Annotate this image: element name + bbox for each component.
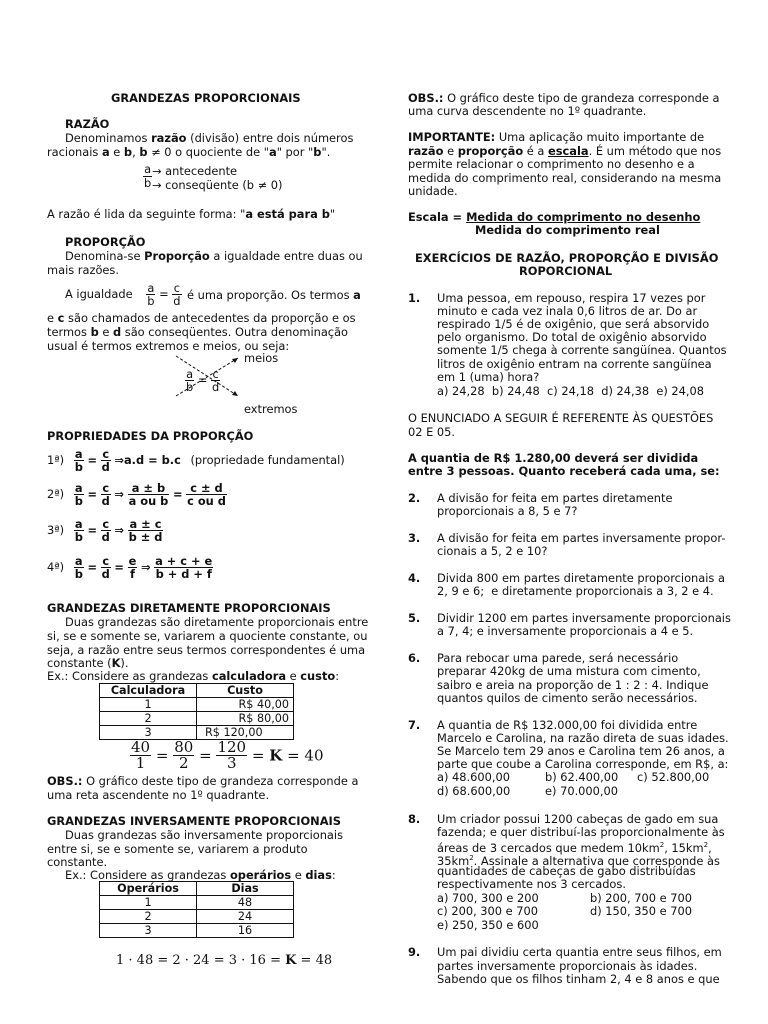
razao-reading: A razão é lida da seguinte forma: "a está para b" <box>47 207 336 221</box>
table-header-row <box>100 684 294 698</box>
question-text: proporcionais a 8, 5 e 7? <box>437 504 578 518</box>
question-text: a 7, 4; e inversamente proporcionais a 4 e 5. <box>437 624 694 638</box>
diretas-heading: GRANDEZAS DIRETAMENTE PROPORCIONAIS <box>47 601 331 615</box>
extremos-label: extremos <box>244 402 298 416</box>
question-text: Uma pessoa, em repouso, respira 17 vezes por <box>437 291 706 305</box>
table-cell: R$ 40,00 <box>197 698 294 712</box>
question-text: respirado 1/5 é de oxigênio, que será absorvido <box>437 317 710 331</box>
proporcao-line1: Denomina-se Proporção a igualdade entre duas ou <box>65 249 363 263</box>
question-text: partes inversamente proporcionais às idades. <box>437 959 698 973</box>
question-text: cionais a 5, 2 e 10? <box>437 544 548 558</box>
property-2: 2ª) $\frac{a}{b}$ = $\frac{c}{d}$ ⇒ $\frac{a \pm b}{\text{a ou b}}$ = $\frac{c \pm d}{\text{c ou d}}$ <box>47 481 226 508</box>
quantia-line2: entre 3 pessoas. Quanto receberá cada uma, se: <box>408 464 720 478</box>
diretas-obs-line1: OBS.: O gráfico deste tipo de grandeza corresponde a <box>47 774 359 788</box>
option-d: d) 68.600,00 <box>437 784 511 798</box>
question-text: Para rebocar uma parede, será necessário <box>437 651 679 665</box>
proporcao-line4: e c são chamados de antecedentes da proporção e os <box>47 311 356 325</box>
inversas-obs-line2: uma curva descendente no 1º quadrante. <box>408 104 647 118</box>
question-text: pelo organismo. Do total de oxigênio absorvido <box>437 330 707 344</box>
diretas-line4: constante (K). <box>47 656 129 670</box>
question-text: litros de oxigênio entram na corrente sangüínea <box>437 357 712 371</box>
question-text: áreas de 3 cercados que medem $10km^2$, $15km^2$, <box>437 840 712 855</box>
propriedades-heading: PROPRIEDADES DA PROPORÇÃO <box>47 429 254 443</box>
question-text: Se Marcelo tem 29 anos e Carolina tem 26 anos, a <box>437 744 725 758</box>
question-number: 8. <box>408 812 421 826</box>
property-3: 3ª) $\frac{a}{b}$ = $\frac{c}{d}$ ⇒ $\frac{a \pm c}{b \pm d}$ <box>47 517 163 544</box>
fraction-denominator: b <box>144 176 152 190</box>
proporcao-igualdade-line: A igualdade $\frac{a}{b}$ = $\frac{c}{d}$ <box>65 281 181 308</box>
inversas-equation: 1 · 48 = 2 · 24 = 3 · 16 = K = 48 <box>116 953 333 968</box>
question-text: $35km^2$. Assinale a alternativa que corresponde às <box>437 853 720 868</box>
question-text: Um criador possui 1200 cabeças de gado em sua <box>437 812 719 826</box>
enunciado-line2: 02 E 05. <box>408 425 456 439</box>
table-row <box>100 924 294 938</box>
question-text: Um pai dividiu certa quantia entre seus filhos, em <box>437 945 722 959</box>
diretas-line1: Duas grandezas são diretamente proporcionais entre <box>65 615 369 629</box>
question-text: 2, 9 e 6; e diretamente proporcionais a 3, 2 e 4. <box>437 584 714 598</box>
table-cell: 1 <box>100 896 197 910</box>
question-text: preparar 420kg de uma mistura com cimento, <box>437 664 701 678</box>
table-row <box>100 698 294 712</box>
question-number: 2. <box>408 491 421 505</box>
table-header: Dias <box>197 882 294 896</box>
property-4: 4ª) $\frac{a}{b}$ = $\frac{c}{d}$ = $\frac{e}{f}$ ⇒ $\frac{a + c + e}{b + d + f}$ <box>47 554 213 581</box>
question-text: Sabendo que os filhos tinham 2, 4 e 8 anos e que <box>437 972 720 986</box>
question-number: 6. <box>408 651 421 665</box>
proporcao-line6: usual é termos extremos e meios, ou seja: <box>47 339 290 353</box>
option-c: c) 200, 300 e 700 <box>437 904 539 918</box>
razao-fraction-diagram <box>143 163 152 190</box>
question-text: fazenda; e quer distribuí-las proporcionalmente às <box>437 825 725 839</box>
question-options: a) 24,28 b) 24,48 c) 24,18 d) 24,38 e) 24,08 <box>437 384 705 398</box>
property-1: 1ª) $\frac{a}{b}$ = $\frac{c}{d}$ ⇒a.d = b.c (propriedade fundamental) <box>47 447 345 474</box>
exercicios-heading-line1: EXERCÍCIOS DE RAZÃO, PROPORÇÃO E DIVISÃO <box>415 251 719 265</box>
question-number: 1. <box>408 291 421 305</box>
question-number: 9. <box>408 945 421 959</box>
diretas-equation: $\frac{40}{1}$ = $\frac{80}{2}$ = $\frac{120}{3}$ = K = 40 <box>131 738 324 772</box>
page-title: GRANDEZAS PROPORCIONAIS <box>111 91 301 105</box>
quantia-line1: A quantia de R$ 1.280,00 deverá ser dividida <box>408 451 699 465</box>
option-c: c) 52.800,00 <box>637 770 710 784</box>
option-e: e) 70.000,00 <box>545 784 619 798</box>
diretas-line3: seja, a razão entre seus termos correspondentes é uma <box>47 643 366 657</box>
escala-formula: Escala = Medida do comprimento no desenho <box>408 210 701 224</box>
option-e: e) 250, 350 e 600 <box>437 918 539 932</box>
exercicios-heading-line2: ROPORCIONAL <box>519 264 613 278</box>
inversas-line2: entre si, se e somente se, variarem a produto <box>47 842 308 856</box>
diretas-line2: si, se e somente se, variarem a quociente constante, ou <box>47 629 368 643</box>
proporcao-line2: mais razões. <box>47 263 119 277</box>
question-text: em 1 (uma) hora? <box>437 370 540 384</box>
table-cell: 3 <box>100 726 197 740</box>
inversas-heading: GRANDEZAS INVERSAMENTE PROPORCIONAIS <box>47 814 341 828</box>
table-header: Operários <box>100 882 197 896</box>
question-text: A divisão for feita em partes diretamente <box>437 491 673 505</box>
proporcao-line5: termos b e d são conseqüentes. Outra denominação <box>47 325 349 339</box>
question-text: saibro e areia na proporção de 1 : 2 : 4. Indique <box>437 678 709 692</box>
razao-heading: RAZÃO <box>65 117 110 131</box>
table-cell: 24 <box>197 910 294 924</box>
option-b: b) 62.400,00 <box>545 770 619 784</box>
table-header: Custo <box>197 684 294 698</box>
table-cell: 16 <box>197 924 294 938</box>
option-a: a) 48.600,00 <box>437 770 511 784</box>
option-b: b) 200, 700 e 700 <box>590 891 693 905</box>
inversas-example: Ex.: Considere as grandezas operários e dias: <box>65 868 336 882</box>
table-cell: R$ 80,00 <box>197 712 294 726</box>
inversas-obs-line1: OBS.: O gráfico deste tipo de grandeza corresponde a <box>408 91 720 105</box>
question-text: quantidades de cabeças de gabo distribuídas <box>437 864 696 878</box>
importante-line1: IMPORTANTE: Uma aplicação muito importante de <box>408 130 705 144</box>
option-a: a) 700, 300 e 200 <box>437 891 539 905</box>
question-text: respectivamente nos 3 cercados. <box>437 877 626 891</box>
table-header: Calculadora <box>100 684 197 698</box>
table-header-row <box>100 882 294 896</box>
table-cell: 48 <box>197 896 294 910</box>
razao-paragraph-line2: racionais a e b, b ≠ 0 o quociente de "a" por "b". <box>47 145 331 159</box>
question-text: Divida 800 em partes diretamente proporcionais a <box>437 571 725 585</box>
question-text: Dividir 1200 em partes inversamente proporcionais <box>437 611 731 625</box>
escala-denominator: Medida do comprimento real <box>475 223 660 237</box>
question-text: somente 1/5 chega à corrente sangüínea. Quantos <box>437 343 727 357</box>
operarios-table <box>99 881 294 938</box>
question-text: Marcelo e Carolina, na razão direta de suas idades. <box>437 731 729 745</box>
importante-line3: permite relacionar o comprimento no desenho e a <box>408 157 695 171</box>
table-row <box>100 726 294 740</box>
consequente-label: → conseqüente (b ≠ 0) <box>152 178 283 192</box>
table-row <box>100 896 294 910</box>
fraction-numerator: a <box>144 162 152 176</box>
question-number: 7. <box>408 718 421 732</box>
diretas-example: Ex.: Considere as grandezas calculadora e custo: <box>47 669 340 683</box>
question-text: parte que coube a Carolina corresponde, em R$, a: <box>437 757 729 771</box>
proporcao-line3: é uma proporção. Os termos a <box>187 288 361 302</box>
importante-line5: unidade. <box>408 184 458 198</box>
question-text: A divisão for feita em partes inversamente propor- <box>437 531 726 545</box>
razao-paragraph-line1: Denominamos razão (divisão) entre dois números <box>65 131 354 145</box>
enunciado-line1: O ENUNCIADO A SEGUIR É REFERENTE ÀS QUESTÕES <box>408 411 714 425</box>
question-number: 3. <box>408 531 421 545</box>
importante-line4: medida do comprimento real, considerando na mesma <box>408 171 722 185</box>
table-cell: R$ 120,00 <box>197 726 294 740</box>
calculadora-table <box>99 683 294 740</box>
inversas-line1: Duas grandezas são inversamente proporcionais <box>65 828 344 842</box>
table-row <box>100 712 294 726</box>
antecedente-label: → antecedente <box>152 164 238 178</box>
importante-line2: razão e proporção é a escala. É um método que nos <box>408 144 722 158</box>
option-d: d) 150, 350 e 700 <box>590 904 693 918</box>
meios-extremos-proportion: $\frac{a}{b}$ = $\frac{c}{d}$ <box>186 367 220 394</box>
table-cell: 1 <box>100 698 197 712</box>
question-text: A quantia de R$ 132.000,00 foi dividida entre <box>437 718 698 732</box>
table-cell: 2 <box>100 712 197 726</box>
question-text: minuto e cada vez inala 0,6 litros de ar. Do ar <box>437 304 698 318</box>
table-cell: 2 <box>100 910 197 924</box>
table-cell: 3 <box>100 924 197 938</box>
question-number: 4. <box>408 571 421 585</box>
diretas-obs-line2: uma reta ascendente no 1º quadrante. <box>47 788 270 802</box>
question-number: 5. <box>408 611 421 625</box>
inversas-line3: constante. <box>47 855 108 869</box>
table-row <box>100 910 294 924</box>
question-text: quantos quilos de cimento serão necessários. <box>437 691 698 705</box>
meios-label: meios <box>244 351 279 365</box>
proporcao-heading: PROPORÇÃO <box>65 235 146 249</box>
